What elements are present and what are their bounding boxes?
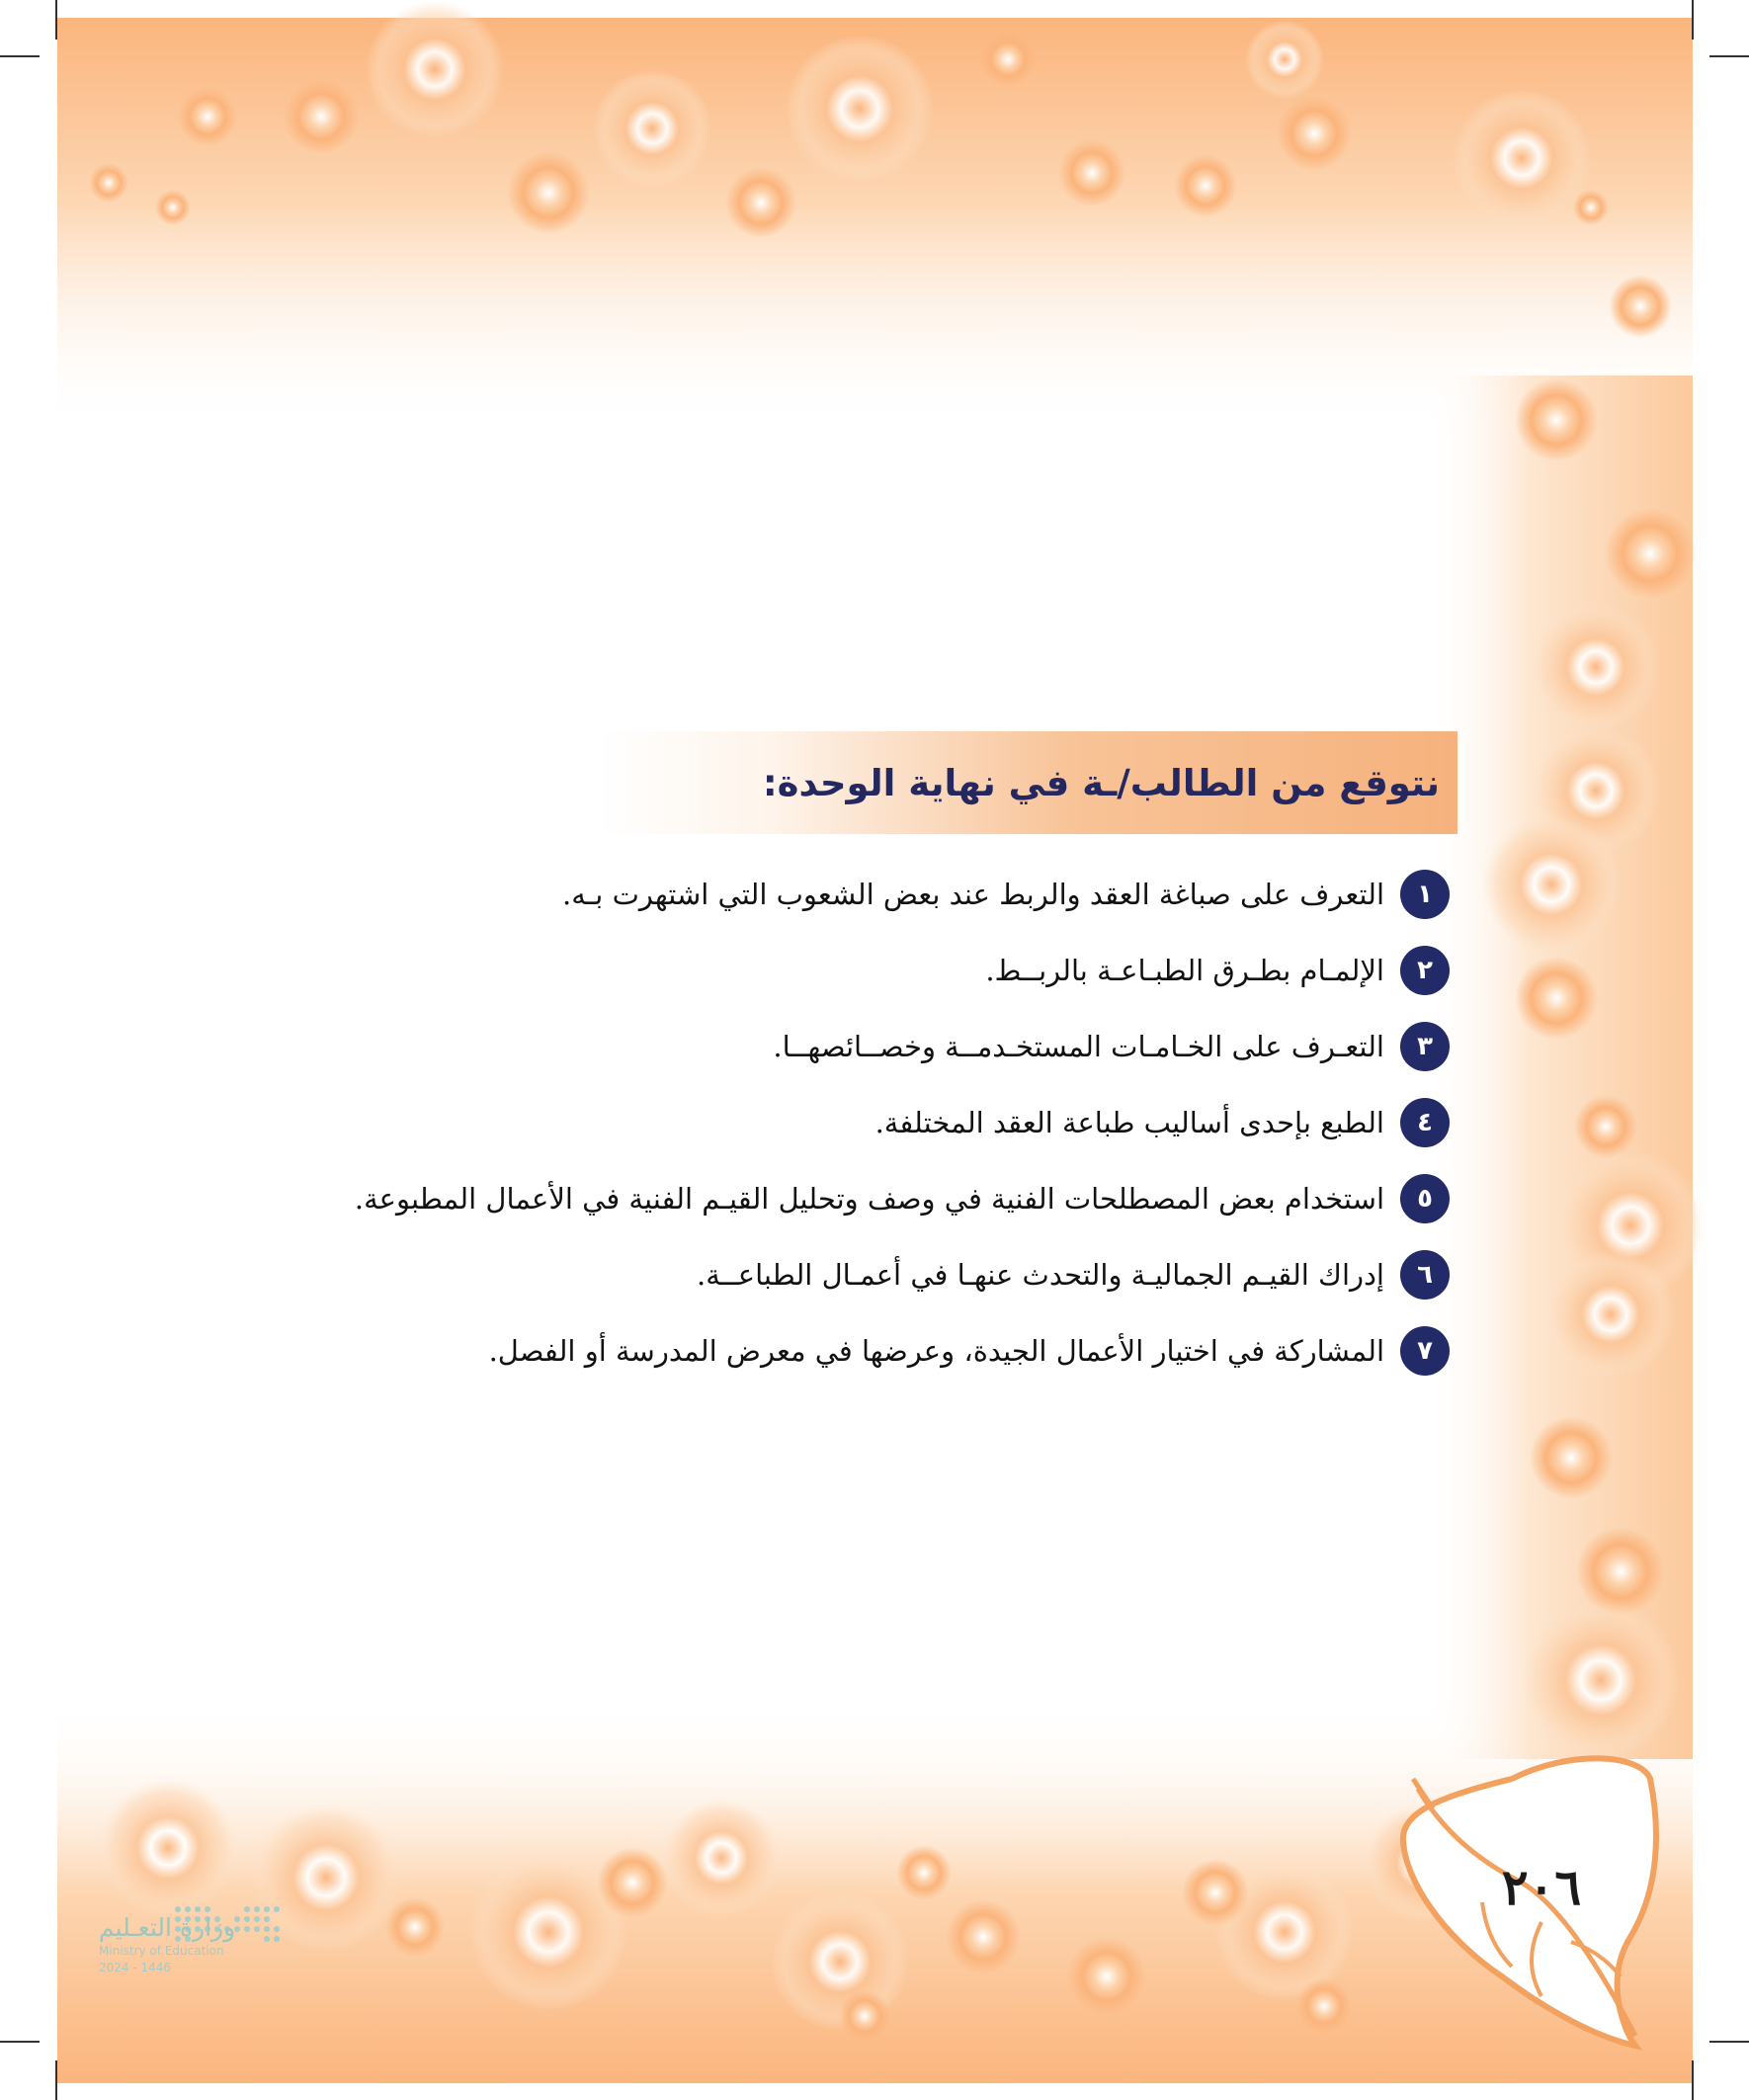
crop-mark <box>1692 0 1694 40</box>
objective-text: الإلمـام بطـرق الطبـاعـة بالربــط. <box>985 953 1384 987</box>
objectives-section <box>267 731 1458 1388</box>
heading-banner <box>598 731 1458 834</box>
crop-mark <box>1692 2060 1694 2100</box>
ministry-name-ar: وزارة التعـليم <box>99 1913 236 1942</box>
list-item <box>267 1160 1458 1236</box>
page-number: ٢٠٦ <box>1501 1858 1582 1916</box>
list-item <box>267 1084 1458 1160</box>
ministry-year: 2024 - 1446 <box>99 1961 172 1974</box>
crop-mark <box>55 0 57 40</box>
ministry-watermark <box>99 1895 277 1976</box>
number-badge: ٤ <box>1400 1098 1450 1147</box>
list-item <box>267 1312 1458 1388</box>
crop-mark <box>0 55 40 57</box>
crop-mark <box>1709 55 1749 57</box>
list-item <box>267 1008 1458 1084</box>
number-badge: ٦ <box>1400 1250 1450 1300</box>
objectives-list <box>267 856 1458 1388</box>
objective-text: استخدام بعض المصطلحات الفنية في وصف وتحليل القيـم الفنية في الأعمال المطبوعة. <box>354 1181 1384 1216</box>
number-badge: ٣ <box>1400 1022 1450 1071</box>
number-badge: ١ <box>1400 870 1450 919</box>
ministry-name-en: Ministry of Education <box>99 1944 224 1958</box>
objective-text: الطبع بإحدى أساليب طباعة العقد المختلفة. <box>874 1105 1384 1139</box>
crop-mark <box>55 2060 57 2100</box>
list-item <box>267 856 1458 932</box>
number-badge: ٢ <box>1400 946 1450 995</box>
number-badge: ٥ <box>1400 1174 1450 1223</box>
section-heading: نتوقع من الطالب/ـة في نهاية الوحدة: <box>762 761 1440 804</box>
objective-text: المشاركة في اختيار الأعمال الجيدة، وعرضها في معرض المدرسة أو الفصل. <box>488 1333 1384 1368</box>
number-badge: ٧ <box>1400 1326 1450 1376</box>
crop-mark <box>0 2041 40 2043</box>
objective-text: التعـرف على الخـامـات المستخـدمــة وخصــائصهــا. <box>773 1029 1384 1063</box>
crop-mark <box>1709 2041 1749 2043</box>
list-item <box>267 932 1458 1008</box>
objective-text: التعرف على صباغة العقد والربط عند بعض الشعوب التي اشتهرت بـه. <box>562 877 1384 911</box>
objective-text: إدراك القيـم الجماليـة والتحدث عنهـا في أعمـال الطباعــة. <box>697 1257 1384 1292</box>
list-item <box>267 1236 1458 1312</box>
